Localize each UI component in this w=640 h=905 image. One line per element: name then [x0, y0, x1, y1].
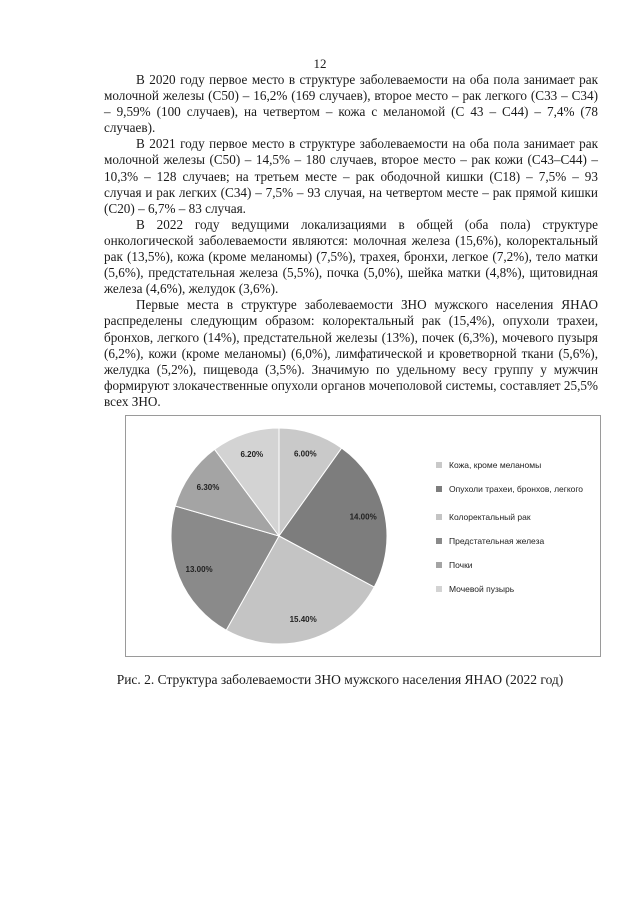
legend-label: Почки: [449, 560, 473, 570]
legend-swatch: [436, 486, 442, 492]
pie-slice-label: 6.00%: [293, 449, 317, 459]
legend-swatch: [436, 514, 442, 520]
pie-chart-figure: [125, 415, 601, 657]
page-number: 12: [313, 56, 327, 71]
pie-slice-label: 15.40%: [289, 614, 317, 624]
pie-slice-label: 14.00%: [349, 512, 377, 522]
legend-swatch: [436, 586, 442, 592]
legend-label: Колоректальный рак: [449, 512, 531, 522]
paragraph-2022: В 2022 году ведущими локализациями в общей (оба пола) структуре онкологической заболеваемости являются: молочная железа (15,6%), колоректальный рак (13,5%), кожа (кроме меланомы) (7,5%), трахея, бронхи, легкое (7,2%), тело матки (5,6%), предстательная железа (5,5%), почка (5,0%), шейка матки (4,8%), щитовидная железа (4,6%), желудок (3,6%).: [104, 216, 598, 297]
pie-slice-label: 13.00%: [185, 564, 213, 574]
legend-label: Предстательная железа: [449, 536, 545, 546]
legend-swatch: [436, 462, 442, 468]
figure-caption: Рис. 2. Структура заболеваемости ЗНО мужского населения ЯНАО (2022 год): [116, 672, 564, 687]
legend-label: Кожа, кроме меланомы: [449, 460, 542, 470]
paragraph-2020: В 2020 году первое место в структуре заболеваемости на оба пола занимает рак молочной железы (С50) – 16,2% (169 случаев), второе место – рак легкого (С33 – С34) – 9,59% (100 случаев), на четвертом – кожа с меланомой (С 43 – С44) – 7,4% (78 случаев).: [104, 72, 598, 136]
legend-swatch: [436, 562, 442, 568]
pie-slice-label: 6.20%: [240, 449, 264, 459]
paragraph-male-structure: Первые места в структуре заболеваемости ЗНО мужского населения ЯНАО распределены следующим образом: колоректальный рак (15,4%), опухоли трахеи, бронхов, легкого (14%), предстательной железы (13%), почек (6,3%), мочевого пузыря (6,2%), кожи (кроме меланомы) (6,0%), лимфатической и кроветворной ткани (5,6%), желудка (5,2%), пищевода (3,5%). Значимую по удельному весу группу у мужчин формируют злокачественные опухоли органов мочеполовой системы, составляет 25,5% всех ЗНО.: [104, 297, 598, 409]
legend-label: Опухоли трахеи, бронхов, легкого: [449, 484, 584, 494]
paragraph-2021: В 2021 году первое место в структуре заболеваемости на оба пола занимает рак молочной железы (С50) – 14,5% – 180 случаев, второе место – рак кожи (С43–С44) – 10,3% – 128 случаев; на третьем месте – рак ободочной кишки (С18) – 7,5% – 93 случая и рак легких (С34) – 7,5% – 93 случая, на четвертом месте – рак прямой кишки (С20) – 6,7% – 83 случая.: [104, 136, 598, 216]
pie-slice-label: 6.30%: [196, 482, 220, 492]
body-text: [104, 72, 598, 410]
legend-swatch: [436, 538, 442, 544]
legend-label: Мочевой пузырь: [449, 584, 515, 594]
